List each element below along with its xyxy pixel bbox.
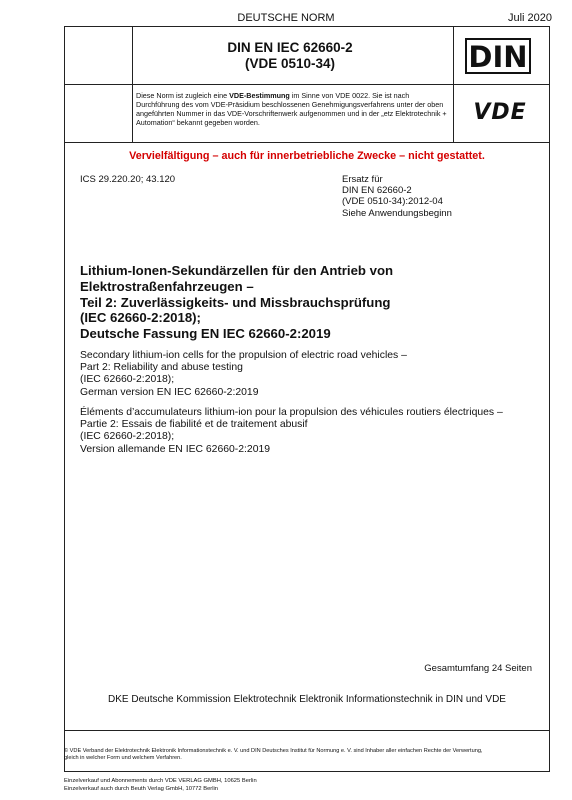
replacement-line: (VDE 0510-34):2012-04 [342,196,443,208]
title-english-line: (IEC 62660-2:2018); [80,374,175,386]
din-logo [465,38,531,74]
document-type: DEUTSCHE NORM [237,12,335,24]
sales-line: Einzelverkauf auch durch Beuth Verlag GmbH, 10772 Berlin [64,785,219,792]
title-french-line: Éléments d’accumulateurs lithium-ion pour la propulsion des véhicules routiers électriques – [80,407,503,418]
title-german [80,263,520,342]
note-text-end: im Sinne von VDE 0022. Sie ist nach Durchführung des vom VDE-Präsidium beschlossenen Genehmigungsverfahrens unter der oben angeführten Nummer in das VDE-Vorschriftenwerk aufgenommen und in der „etz Elektrotechnik + Automation“ bekannt gegeben worden. [136,91,447,127]
title-french-line: Partie 2: Essais de fiabilité et de traitement abusif [80,419,308,431]
frame-divider-middle [64,142,550,143]
replacement-line: Ersatz für [342,174,383,185]
title-german-line: Lithium-Ionen-Sekundärzellen für den Antrieb von [80,263,394,278]
title-french-line: Version allemande EN IEC 62660-2:2019 [80,443,271,455]
replacement-line: Siehe Anwendungsbeginn [342,207,452,219]
copyright-notice: © VDE Verband der Elektrotechnik Elektronik Informationstechnik e. V. und DIN Deutsches Institut für Normung e. V. sind Inhaber aller einfachen Rechte der Verwertung, gleich in welcher Form und welchem Verfahren. [64,748,483,761]
title-german-line: Elektrostraßenfahrzeugen – [80,278,254,294]
sales-line: Einzelverkauf und Abonnements durch VDE VERLAG GMBH, 10625 Berlin [64,778,257,784]
vde-note [136,91,454,127]
title-french-line: (IEC 62660-2:2018); [80,431,175,443]
din-logo-text: DIN [468,40,528,74]
reproduction-warning: Vervielfältigung – auch für innerbetriebliche Zwecke – nicht gestattet. [129,150,485,162]
standard-number [132,40,448,72]
dke-committee: DKE Deutsche Kommission Elektrotechnik Elektronik Informationstechnik in DIN und VDE [108,694,506,705]
title-english-line: Secondary lithium-ion cells for the propulsion of electric road vehicles – [80,350,407,361]
title-german-line: Teil 2: Zuverlässigkeits- und Missbrauchsprüfung [80,294,391,310]
standard-number-line1: DIN EN IEC 62660-2 [227,40,353,55]
sales-info [64,778,364,793]
title-french [80,407,540,456]
title-german-line: Deutsche Fassung EN IEC 62660-2:2019 [80,326,331,342]
title-english-line: Part 2: Reliability and abuse testing [80,362,243,374]
ics-codes: ICS 29.220.20; 43.120 [80,174,176,185]
total-pages: Gesamtumfang 24 Seiten [424,663,532,674]
publication-date: Juli 2020 [507,12,552,24]
frame-divider-bottom [64,730,550,731]
note-text-start: Diese Norm ist zugleich eine [136,91,230,100]
title-english-line: German version EN IEC 62660-2:2019 [80,386,259,398]
standard-number-line2: (VDE 0510-34) [244,56,336,71]
title-german-line: (IEC 62660-2:2018); [80,310,201,326]
frame-divider-top [64,84,550,85]
note-text-bold: VDE-Bestimmung [229,91,290,100]
vde-logo: VDE [473,100,527,125]
cover-frame [64,26,550,772]
replacement-info [342,174,452,219]
replacement-line: DIN EN 62660-2 [342,185,412,197]
title-english [80,350,530,399]
